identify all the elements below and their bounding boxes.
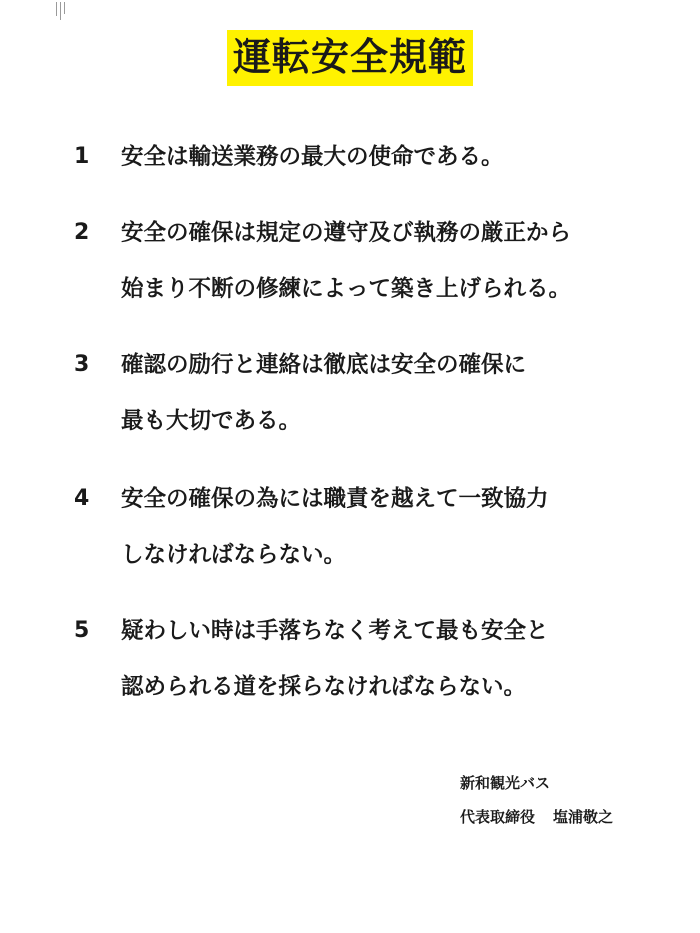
rule-line: しなければならない。 [121, 542, 347, 568]
signature-block [460, 772, 613, 828]
rule-line: 確認の励行と連絡は徹底は安全の確保に [121, 352, 527, 378]
rule-line: 最も大切である。 [121, 408, 302, 434]
rule-number: 1 [74, 144, 90, 169]
rule-text [121, 216, 571, 306]
company-name: 新和観光バス [460, 774, 551, 792]
rule-number: 4 [74, 486, 90, 511]
rule-line: 安全の確保は規定の遵守及び執務の厳正から [121, 220, 572, 246]
scan-artifact-mark [56, 0, 68, 20]
document-title: 運転安全規範 [227, 30, 473, 86]
signatory-line [460, 806, 613, 828]
rule-number: 5 [74, 618, 90, 643]
rule-line: 認められる道を採らなければならない。 [121, 674, 527, 700]
signatory-position: 代表取締役 [460, 808, 536, 826]
rule-line: 始まり不断の修練によって築き上げられる。 [121, 276, 572, 302]
rule-text [121, 348, 526, 438]
rule-line: 安全は輸送業務の最大の使命である。 [121, 144, 504, 170]
rule-number: 3 [74, 352, 90, 377]
rule-line: 疑わしい時は手落ちなく考えて最も安全と [121, 618, 549, 644]
rule-text [121, 482, 549, 572]
title-area [0, 30, 700, 86]
signatory-name: 塩浦敬之 [553, 808, 614, 826]
rule-text [121, 614, 549, 704]
rule-line: 安全の確保の為には職責を越えて一致協力 [121, 486, 549, 512]
rule-text [121, 140, 504, 174]
rule-number: 2 [74, 220, 90, 245]
